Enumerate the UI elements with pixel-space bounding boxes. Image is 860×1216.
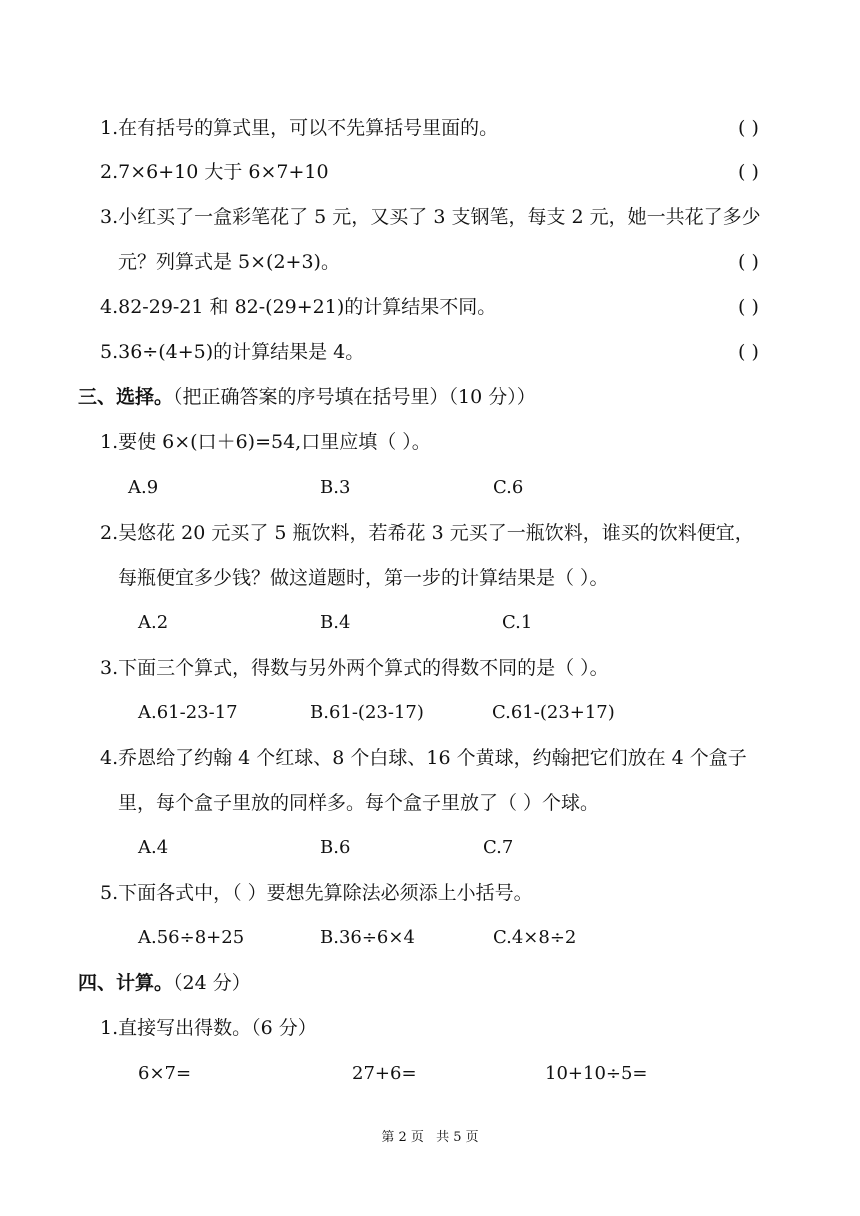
- page-footer: [0, 1126, 860, 1145]
- section-3-title: 三、选择。: [78, 386, 174, 408]
- calc-item: 6×7=: [138, 1063, 192, 1084]
- page-number: 第 2 页: [381, 1130, 424, 1145]
- choice-question-2-cont: 每瓶便宜多少钱？做这道题时，第一步的计算结果是（ ）。: [118, 567, 609, 589]
- option-b[interactable]: B.6: [320, 837, 351, 858]
- choice-question-2: 2.吴悠花 20 元买了 5 瓶饮料，若希花 3 元买了一瓶饮料，谁买的饮料便宜，: [100, 522, 754, 544]
- option-a[interactable]: A.61-23-17: [138, 702, 238, 723]
- section-4-title: 四、计算。: [78, 972, 174, 994]
- calc-subsection-1: 1.直接写出得数。（6 分）: [100, 1017, 317, 1039]
- section-4-heading: [78, 971, 251, 995]
- option-a[interactable]: A.56÷8+25: [138, 927, 245, 948]
- answer-blank[interactable]: ( ): [738, 161, 759, 183]
- judge-item-4: 4.82-29-21 和 82-(29+21)的计算结果不同。: [100, 296, 497, 318]
- option-a[interactable]: A.9: [128, 477, 159, 498]
- calc-item: 10+10÷5=: [545, 1063, 648, 1084]
- choice-question-4-cont: 里，每个盒子里放的同样多。每个盒子里放了（ ）个球。: [118, 792, 600, 814]
- answer-blank[interactable]: ( ): [738, 117, 759, 139]
- section-3-note: （把正确答案的序号填在括号里）（10 分））: [173, 386, 536, 408]
- option-b[interactable]: B.4: [320, 612, 351, 633]
- judge-item-5: 5.36÷(4+5)的计算结果是 4。: [100, 341, 365, 363]
- calc-item: 27+6=: [352, 1063, 417, 1084]
- answer-blank[interactable]: ( ): [738, 341, 759, 363]
- option-a[interactable]: A.4: [138, 837, 169, 858]
- section-3-heading: [78, 385, 536, 409]
- option-b[interactable]: B.36÷6×4: [320, 927, 415, 948]
- choice-question-3: 3.下面三个算式，得数与另外两个算式的得数不同的是（ ）。: [100, 657, 609, 679]
- option-b[interactable]: B.3: [320, 477, 351, 498]
- option-c[interactable]: C.6: [493, 477, 524, 498]
- section-4-note: （24 分）: [173, 972, 251, 994]
- choice-question-5: 5.下面各式中，（ ）要想先算除法必须添上小括号。: [100, 882, 533, 904]
- judge-item-2: 2.7×6+10 大于 6×7+10: [100, 161, 329, 183]
- option-c[interactable]: C.4×8÷2: [493, 927, 577, 948]
- option-c[interactable]: C.61-(23+17): [492, 702, 615, 723]
- judge-item-1: 1.在有括号的算式里，可以不先算括号里面的。: [100, 117, 499, 139]
- judge-item-3-cont: 元？列算式是 5×(2+3)。: [118, 251, 340, 273]
- judge-item-3: 3.小红买了一盒彩笔花了 5 元，又买了 3 支钢笔，每支 2 元，她一共花了多少: [100, 206, 761, 228]
- choice-question-1: 1.要使 6×(口＋6)=54,口里应填（ ）。: [100, 431, 431, 453]
- option-b[interactable]: B.61-(23-17): [310, 702, 424, 723]
- page-total: 共 5 页: [436, 1130, 479, 1145]
- answer-blank[interactable]: ( ): [738, 296, 759, 318]
- answer-blank[interactable]: ( ): [738, 251, 759, 273]
- option-c[interactable]: C.7: [483, 837, 514, 858]
- option-a[interactable]: A.2: [138, 612, 169, 633]
- choice-question-4: 4.乔恩给了约翰 4 个红球、8 个白球、16 个黄球，约翰把它们放在 4 个盒子: [100, 747, 747, 769]
- option-c[interactable]: C.1: [502, 612, 533, 633]
